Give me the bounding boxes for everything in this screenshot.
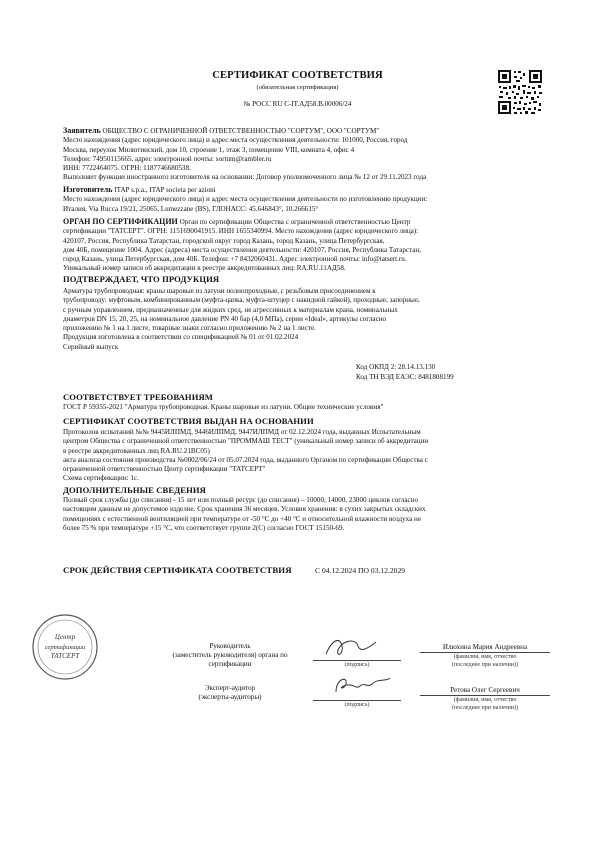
head-signature (322, 632, 382, 662)
expert-role-line1: Эксперт-аудитор (204, 684, 256, 692)
applicant-line2: Место нахождения (адрес юридического лица) и адрес места осуществления деятельности: 101000, Россия, город (63, 136, 408, 145)
additional-line1: Полный срок службы (до списания) - 15 лет или полный ресурс (до списания) – 10000, 14000, 23000 циклов согласно (63, 496, 419, 504)
basis-section (63, 428, 543, 484)
expert-sign-caption: (подпись) (344, 702, 370, 708)
head-name-line (420, 652, 550, 653)
applicant-section (63, 126, 543, 183)
basis-line5: ограниченной ответственностью Центр сертификации "ТАТСЕРТ" (63, 465, 266, 473)
expert-name-caption2: (последнее при наличии)) (451, 705, 519, 711)
manufacturer-label: Изготовитель (63, 185, 113, 194)
basis-heading: СЕРТИФИКАТ СООТВЕТСТВИЯ ВЫДАН НА ОСНОВАНИИ (63, 416, 314, 426)
product-section (63, 287, 543, 352)
additional-section (63, 496, 543, 533)
manufacturer-section (63, 185, 543, 214)
head-role-line1: Руководитель (209, 642, 251, 650)
additional-line4: более 75 % при температуре +15 °С, что соответствует группе 2(С) согласно ГОСТ 15150-69. (63, 523, 345, 532)
svg-text:ТАТСЕРТ: ТАТСЕРТ (50, 652, 80, 660)
applicant-line3: Москва, переулок Милютинский, дом 10, строение 1, этаж 3, помещение VIII, комната 4, офис 4 (63, 145, 355, 154)
basis-line2: центром Общества с ограниченной ответственностью "ПРОММАШ ТЕСТ" (уникальный номер записи об аккредитации (63, 437, 429, 446)
certificate-title: СЕРТИФИКАТ СООТВЕТСТВИЯ (212, 70, 383, 81)
head-role-line2: (заместитель руководителя) органа по (172, 651, 288, 659)
validity-dates: С 04.12.2024 ПО 03.12.2029 (315, 566, 406, 575)
head-sign-line (313, 660, 401, 661)
cert-body-line4: дом 40Б, помещение 1004. Адрес (адреса) места осуществления деятельности: 420107, Россия, Республика Татарстан, (63, 245, 421, 254)
basis-line4: акта анализа состояния производства №0002/06/24 от 05.07.2024 года, выданного Органом по сертификации Общества с (63, 455, 428, 464)
product-line6: Продукция изготовлена в соответствии со спецификацией № 01 от 01.02.2024 (63, 333, 299, 342)
manufacturer-line0 (63, 185, 543, 195)
applicant-line4: Телефон: 74950115665, адрес электронной почты: sortum@rambler.ru (63, 154, 272, 163)
cert-body-line5: город Казань, улица Петербургская, дом 40Б. Телефон: +7 8432060431. Адрес электронной почты: info@tatsert.ru. (63, 255, 407, 263)
product-line1: Арматура трубопроводная: краны шаровые из латуни полнопроходные, с резьбовым присоединением к (63, 287, 376, 295)
expert-name-line (420, 695, 550, 696)
additional-line2: настоящим данным не допустимое изделие. Срок хранения 36 месяцев. Условия хранения: в сухих закрытых складских (63, 505, 426, 514)
cert-body-line2: сертификации "ТАТСЕРТ". ОГРН: 1151690041915. ИНН 1655340994. Место нахождения (адрес юридического лица): (63, 227, 419, 236)
additional-line3: помещениях с естественной вентиляцией при температуре от -50 °С до +40 °С и относительной влажности воздуха не (63, 514, 422, 523)
basis-line1: Протоколов испытаний №№ 9445ИЛПМД, 9446ИЛПМД, 9447ИЛПМД от 02.12.2024 года, выданных Испытательным (63, 428, 421, 436)
cert-body-section (63, 217, 543, 274)
cert-body-line3: 420107, Россия, Республика Татарстан, городской округ город Казань, город Казань, улица Петербургская, (63, 236, 385, 245)
additional-heading: ДОПОЛНИТЕЛЬНЫЕ СВЕДЕНИЯ (63, 485, 206, 495)
okpd-code: Код ОКПД 2: 28.14.13.130 (356, 363, 436, 371)
cert-body-line0: ОРГАН ПО СЕРТИФИКАЦИИ Орган по сертификации Общества с ограниченной ответственностью Центр (63, 217, 411, 226)
svg-text:Центр: Центр (54, 633, 76, 641)
tnved-code: Код ТН ВЭД ЕАЭС: 8481808199 (356, 373, 454, 381)
cert-body-label: ОРГАН ПО СЕРТИФИКАЦИИ (63, 217, 178, 226)
product-line5: приложению № 1 на 1 листе, товарные знаки согласно приложению № 2 на 1 листе. (63, 324, 316, 332)
certificate-subtitle: (обязательная сертификация) (256, 84, 339, 91)
manufacturer-line2: Италия, Via Rucca 19/21, 25065, Lumezzane (BS), ГЛОНАСС: 45.646843°, 10.266615° (63, 204, 319, 213)
expert-signature (330, 672, 394, 702)
organization-stamp (30, 612, 100, 682)
expert-name-caption1: (фамилия, имя, отчество (453, 697, 517, 703)
expert-name: Ретова Олег Сергеевич (450, 686, 520, 694)
head-name-caption1: (фамилия, имя, отчество (453, 654, 517, 660)
product-line3: с ручным управлением, предназначенные для жидких сред, не агрессивных к материалам крана, номинальных (63, 305, 398, 314)
requirements-heading: СООТВЕТСТВУЕТ ТРЕБОВАНИЯМ (63, 392, 213, 402)
svg-text:сертификации: сертификации (44, 644, 86, 651)
validity-heading: СРОК ДЕЙСТВИЯ СЕРТИФИКАТА СООТВЕТСТВИЯ (63, 565, 292, 575)
requirements-text: ГОСТ Р 59355-2021 "Арматура трубопроводная. Краны шаровые из латуни. Общие технические условия" (63, 403, 384, 411)
product-heading: ПОДТВЕРЖДАЕТ, ЧТО ПРОДУКЦИЯ (63, 274, 220, 284)
manufacturer-name: ITAP s.p.a., ITAP societa per azioni (114, 186, 216, 194)
cert-body-line6: Уникальный номер записи об аккредитации в реестре аккредитованных лиц: RA.RU.11АД58. (63, 264, 346, 273)
basis-line3: в реестре аккредитованных лиц RA.RU.21ВС05) (63, 446, 210, 455)
expert-role-line2: (эксперты-аудиторы) (198, 693, 262, 701)
head-name: Илюхина Мария Андреевна (442, 643, 528, 651)
basis-line6: Схема сертификации: 1с. (63, 474, 139, 483)
certificate-number: № РОСС RU С-IT.АД58.В.00006/24 (243, 100, 352, 108)
product-line2: трубопроводу: муфтовым, комбинированным (муфта-цапка, муфта-штуцер с накидной гайкой), проходные, запорные, (63, 296, 420, 305)
product-line4: диаметров DN 15, 20, 25, на номинальное давление PN 40 бар (4,0 МПа), серии «Ideal», артикулы согласно (63, 314, 387, 323)
manufacturer-line1: Место нахождения (адрес юридического лица) и адрес места осуществления деятельности по изготовлению продукции: (63, 195, 428, 204)
head-role-line3: сертификации (208, 660, 252, 668)
head-sign-caption: (подпись) (344, 662, 370, 668)
applicant-label: Заявитель (63, 126, 101, 135)
product-line7: Серийный выпуск (63, 342, 119, 351)
applicant-line1: Заявитель ОБЩЕСТВО С ОГРАНИЧЕННОЙ ОТВЕТСТВЕННОСТЬЮ "СОРТУМ", ООО "СОРТУМ" (63, 126, 380, 135)
head-name-caption2: (последнее при наличии)) (451, 662, 519, 668)
applicant-line5: ИНН: 7722464075. ОГРН: 1187746680538. (63, 164, 191, 172)
applicant-line6: Выполняет функции иностранного изготовителя на основании: Договор уполномоченного лица № 12 от 29.11.2023 года (63, 173, 427, 182)
expert-sign-line (313, 700, 401, 701)
